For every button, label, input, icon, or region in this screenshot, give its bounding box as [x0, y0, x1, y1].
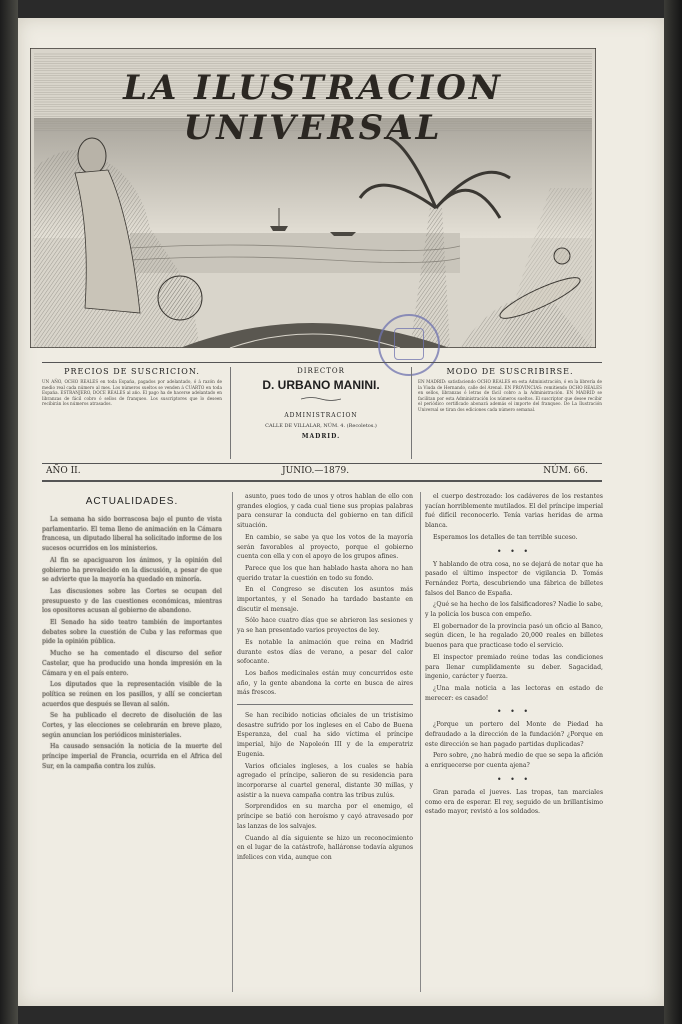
paragraph: El Senado ha sido teatro también de importantes debates sobre la cuestión de Cuba y las reformas que pide la opinión pública. [42, 619, 222, 646]
subscription-prices [42, 367, 222, 459]
administration-label: ADMINISTRACION [284, 412, 358, 419]
paragraph: Sólo hace cuatro días que se abrieron las sesiones y ya se han presentado varios proyectos de ley. [237, 617, 413, 635]
paragraph: Gran parada el jueves. Las tropas, tan marciales como era de esperar. El rey, seguido de un brillantísimo estado mayor, revistó a los soldados. [425, 788, 603, 816]
issue-year: AÑO II. [46, 466, 81, 476]
masthead-engraving [30, 48, 596, 348]
paragraph: Los diputados que la representación visible de la política se reúnen en los pasillos, y allí se conciertan acuerdos que después se llevan al salón. [42, 681, 222, 708]
paragraph: Parece que los que han hablado hasta ahora no han querido tratar la cuestión en todo su fondo. [237, 564, 413, 582]
paragraph: ¿Qué se ha hecho de los falsificadores? Nadie lo sabe, y la policía los busca con empeño. [425, 601, 603, 619]
paragraph: Esperamos los detalles de tan terrible suceso. [433, 533, 578, 541]
column-2 [232, 492, 413, 992]
paragraph: asunto, pues todo de unos y otros hablan de ello con grandes elogios, y cada cual tiene sus propias palabras para censurar la conducta del gobierno en tan difícil situación. [237, 493, 413, 530]
paragraph: En el Congreso se discuten los asuntos más importantes, y el Senado ha tardado bastante en discutir el mensaje. [237, 586, 413, 613]
scan-right-edge [664, 0, 682, 1024]
column-1 [42, 492, 222, 992]
section-heading: ACTUALIDADES. [85, 496, 179, 507]
asterism-divider: • • • [496, 707, 532, 717]
paragraph: Los baños medicinales están muy concurridos este año, y la gente abandona la corte en busca de aires más frescos. [237, 669, 413, 697]
paragraph: El inspector premiado reúne todas las condiciones para llenar cumplidamente su deber. Sagacidad, ingenio, carácter y fuerza. [425, 653, 603, 681]
paragraph: Mucho se ha comentado el discurso del señor Castelar, que ha producido una honda impresión en la Cámara y en el país entero. [42, 650, 222, 677]
article-columns [42, 492, 602, 992]
director-label: DIRECTOR [297, 367, 345, 375]
paragraph: Las discusiones sobre las Cortes se ocupan del presupuesto y de las cuestiones económicas, mientras los opositores acusan al gobierno de abandono. [42, 587, 222, 615]
direction-block [230, 367, 412, 459]
paragraph: ¿Una mala noticia a las lectoras en estado de merecer: es casado! [425, 684, 603, 702]
paragraph: Al fin se apaciguaron los ánimos, y la opinión del gobierno ha prevalecido en la discusión, a pesar de que se advierte que la mayoría ha quedado en minoría. [42, 556, 222, 584]
administration-address: CALLE DE VILLALAR, NÚM. 4. (Recoletos.) [265, 423, 377, 429]
city-label: MADRID. [301, 433, 341, 440]
paragraph: el cuerpo destrozado: los cadáveres de los restantes yacían horriblemente mutilados. El del príncipe imperial fué difícil reconocerlo. Tenía varias heridas de arma blanca. [425, 493, 603, 530]
newspaper-title: LA ILUSTRACION UNIVERSAL [123, 68, 503, 148]
paragraph: Se ha publicado el decreto de disolución de las Cortes, y las elecciones se celebrarán en breve plazo, según anuncian los periódicos ministeriales. [42, 712, 222, 739]
paragraph: En cambio, se sabe ya que los votos de la mayoría serán favorables al proyecto, porque el gobierno cuenta con ella y con el apoyo de los grupos afines. [237, 533, 413, 561]
paragraph: Es notable la animación que reina en Madrid durante estos días de verano, a pesar del calor sofocante. [237, 638, 413, 666]
paragraph: Y hablando de otra cosa, no se dejará de notar que ha pasado el último inspector de vigilancia D. Tomás Fernández Porta, descubriendo una fábrica de billetes falsos del Banco de España. [425, 560, 603, 597]
header-info-row [42, 362, 602, 464]
column-divider-rule [237, 704, 413, 705]
flourish-ornament [301, 396, 341, 402]
paragraph: El gobernador de la provincia pasó un oficio al Banco, según dicen, le ha regalado 20,000 reales en billetes buenos para que practicase todo el servicio. [425, 622, 603, 650]
asterism-divider: • • • [496, 774, 532, 784]
paragraph: Ha causado sensación la noticia de la muerte del príncipe imperial de Francia, ocurrida en el Africa del Sur, en la campaña contra los zulús. [42, 743, 222, 770]
paragraph: Sorprendidos en su marcha por el enemigo, el príncipe se batió con heroísmo y cayó atravesado por las lanzas de los salvajes. [237, 803, 413, 830]
dateline [42, 466, 602, 482]
paragraph: Varios oficiales ingleses, a los cuales se había agregado el príncipe, salieron de su residencia para incorporarse al cuartel general, distante 30 millas, y asistir a la nueva campaña contra las tribus zulús. [237, 762, 413, 799]
director-name: D. URBANO MANINI. [262, 378, 380, 392]
prices-text: UN AÑO, OCHO REALES en toda España, pagados por adelantado, ó á razón de medio real cada número al mes. Los números sueltos se venden á CUARTO en toda España. ESTRANJERO, DOCE REALES al año. El pago ha de hacerse adelantado en libranzas de fácil cobro ó sellos de franqueo. Los suscriptores que lo deseen recibirán los números atrasados. [42, 379, 222, 407]
scan-left-edge [0, 0, 18, 1024]
paragraph: Cuando al día siguiente se hizo un reconocimiento en el lugar de la catástrofe, halláronse todavía algunos infelices con vida, aunque con [237, 834, 413, 861]
paragraph: ¿Porque un portero del Monte de Piedad ha defraudado a la dirección de la fundación? ¿Porque en este dirección se han pagado partidas duplicadas? [425, 721, 603, 748]
prices-title: PRECIOS DE SUSCRICION. [64, 367, 200, 376]
issue-number: NÚM. 66. [543, 466, 588, 476]
column-3 [420, 492, 603, 992]
paragraph: La semana ha sido borrascosa bajo el punto de vista parlamentario. El tema lleno de animación en la Cámara francesa, un diputado liberal ha solicitado informe de los sucesos ocurridos en los ministerios. [42, 516, 222, 553]
paragraph: Se han recibido noticias oficiales de un tristísimo desastre sufrido por los ingleses en el Cabo de Buena Esperanza, del cual ha sido víctima el príncipe imperial, hijo de Napoleón III y de la emperatriz Eugenia. [237, 712, 413, 758]
issue-date: JUNIO.—1879. [282, 466, 350, 476]
mode-title: MODO DE SUSCRIBIRSE. [446, 367, 574, 376]
paragraph: Pero sobre, ¿no habrá medio de que se sepa la afición a enriquecerse por cuenta ajena? [425, 752, 603, 770]
mode-text: EN MADRID: satisfaciendo OCHO REALES en esta Administración, ó en la librería de la Viuda de Hernando, calle del Arenal. EN PROVINCIAS: remitiendo OCHO REALES en sellos, libranzas ó letras de fácil cobro a la Administración. EN MADRID se facilitan por esta Administración los números sueltos. El suscriptor que desee recibir el periódico certificado abonará además el importe del franqueo. De La Ilustración Universal se tiran dos ediciones cada número semanal. [418, 379, 602, 412]
subscription-mode [418, 367, 602, 459]
asterism-divider: • • • [496, 546, 532, 556]
